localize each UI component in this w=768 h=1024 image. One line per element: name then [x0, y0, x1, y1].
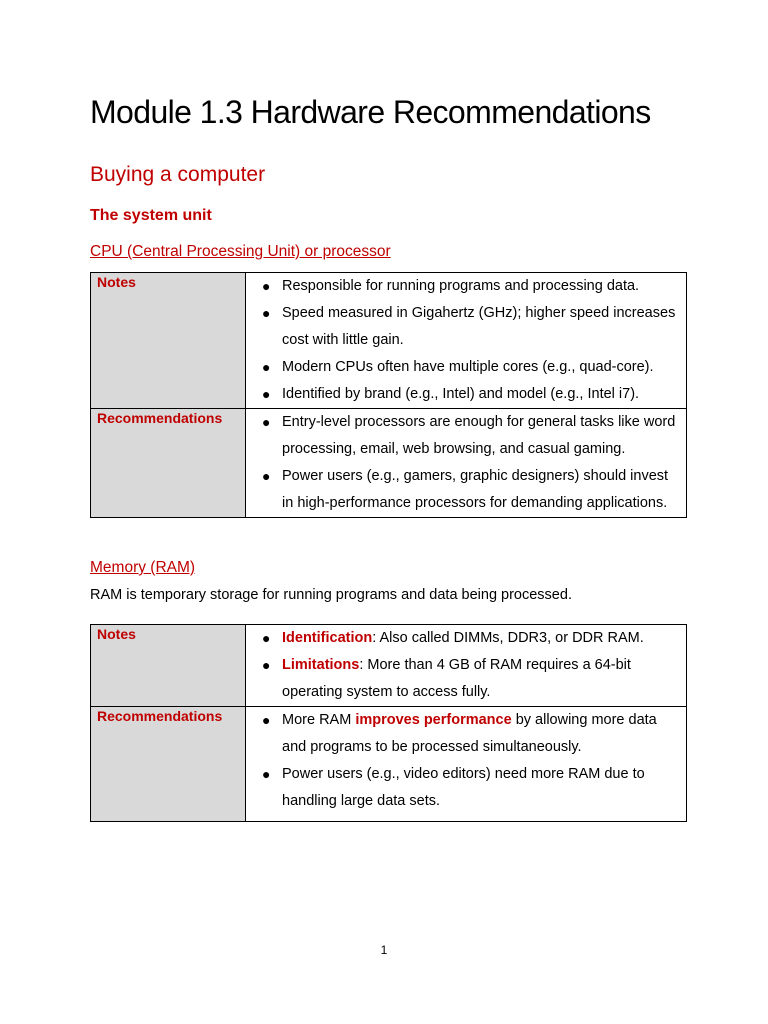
list-item: ● Entry-level processors are enough for general tasks like word processing, email, web browsing, and casual gaming.: [256, 409, 680, 463]
ram-table: [90, 624, 687, 822]
page-number: 1: [380, 943, 388, 957]
ram-recommendations-row: [91, 707, 687, 822]
cpu-recommendations-row: [91, 409, 687, 518]
ram-notes-list: [256, 625, 680, 706]
cpu-recommendations-cell: [246, 409, 687, 518]
list-item: ● Responsible for running programs and processing data.: [256, 273, 680, 300]
bullet-icon: ●: [262, 414, 271, 430]
ram-recommendations-cell: [246, 707, 687, 822]
list-item: ● Power users (e.g., gamers, graphic designers) should invest in high-performance processors for demanding applications.: [256, 463, 680, 517]
bullet-icon: ●: [262, 386, 271, 402]
ram-recommendations-list: [256, 707, 680, 815]
bullet-icon: ●: [262, 766, 271, 782]
cpu-heading: CPU (Central Processing Unit) or processor: [90, 243, 391, 260]
cpu-table: [90, 272, 687, 518]
cpu-notes-row: [91, 273, 687, 409]
ram-notes-row: [91, 625, 687, 707]
bullet-icon: ●: [262, 657, 271, 673]
list-item: ● Identification: Also called DIMMs, DDR3, or DDR RAM.: [256, 625, 680, 652]
subsection-heading: The system unit: [90, 207, 212, 224]
list-item: ● Power users (e.g., video editors) need more RAM due to handling large data sets.: [256, 761, 680, 815]
cpu-notes-cell: [246, 273, 687, 409]
ram-recommendations-label: Recommendations: [91, 707, 246, 822]
list-item: ● Identified by brand (e.g., Intel) and model (e.g., Intel i7).: [256, 381, 680, 408]
ram-notes-label: Notes: [91, 625, 246, 707]
cpu-recommendations-label: Recommendations: [91, 409, 246, 518]
bullet-icon: ●: [262, 630, 271, 646]
list-item: ● Speed measured in Gigahertz (GHz); higher speed increases cost with little gain.: [256, 300, 680, 354]
ram-heading: Memory (RAM): [90, 559, 196, 576]
page-title: Module 1.3 Hardware Recommendations: [90, 94, 651, 130]
cpu-notes-list: [256, 273, 680, 408]
bullet-icon: ●: [262, 305, 271, 321]
bullet-icon: ●: [262, 468, 271, 484]
section-heading: Buying a computer: [90, 163, 266, 186]
list-item: ● More RAM improves performance by allowing more data and programs to be processed simultaneously.: [256, 707, 680, 761]
bullet-icon: ●: [262, 359, 271, 375]
ram-notes-cell: [246, 625, 687, 707]
list-item: ● Modern CPUs often have multiple cores (e.g., quad-core).: [256, 354, 680, 381]
list-item: ● Limitations: More than 4 GB of RAM requires a 64-bit operating system to access fully.: [256, 652, 680, 706]
cpu-recommendations-list: [256, 409, 680, 517]
bullet-icon: ●: [262, 712, 271, 728]
cpu-notes-label: Notes: [91, 273, 246, 409]
bullet-icon: ●: [262, 278, 271, 294]
ram-intro: RAM is temporary storage for running programs and data being processed.: [90, 587, 572, 603]
